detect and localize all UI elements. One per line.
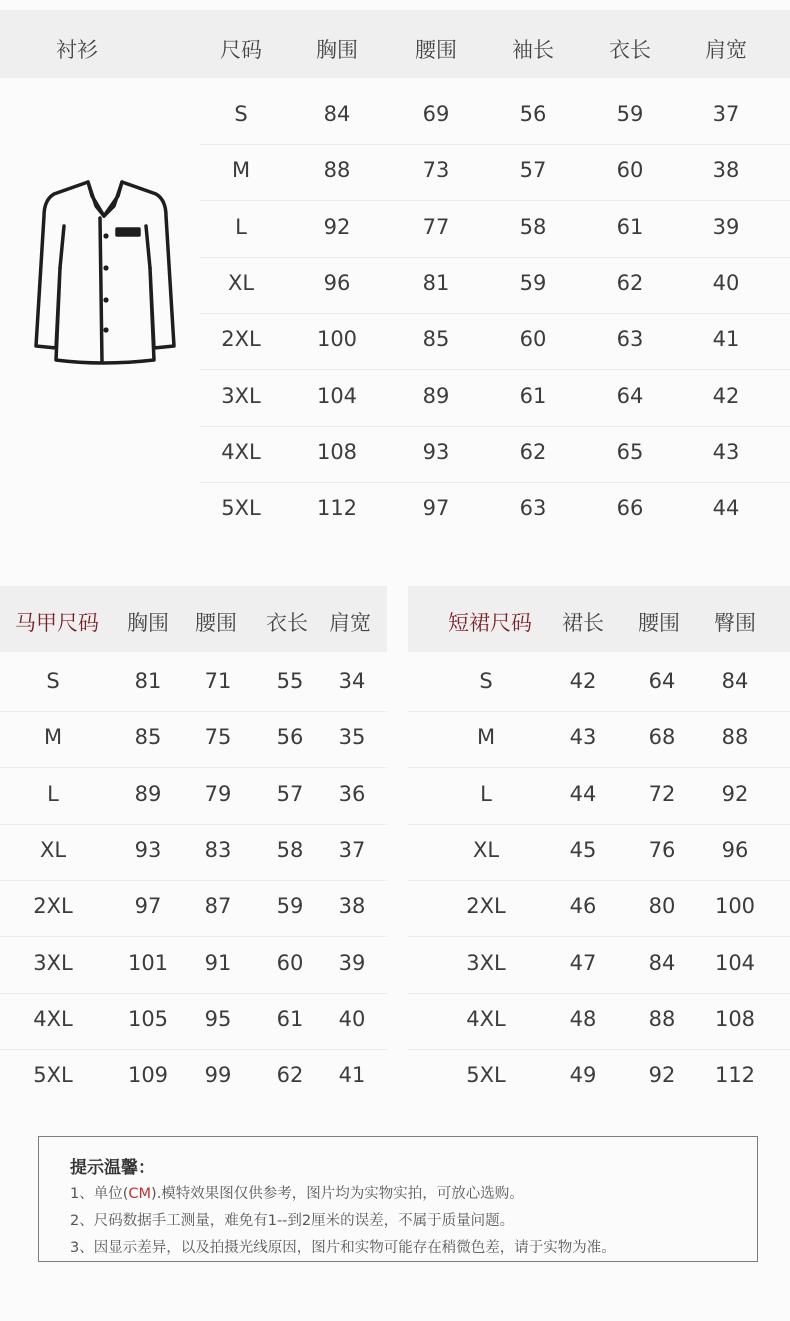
vest-table-title: 马甲尺码 xyxy=(15,611,99,635)
vest-cell-length: 56 xyxy=(276,725,304,750)
skirt-cell-size: 3XL xyxy=(466,950,506,975)
vest-row-divider xyxy=(0,880,387,881)
vest-cell-length: 62 xyxy=(276,1063,304,1088)
vest-cell-length: 60 xyxy=(276,950,304,975)
shirt-cell-chest: 112 xyxy=(316,496,358,521)
vest-cell-size: 3XL xyxy=(33,950,73,975)
skirt-row-divider xyxy=(408,936,790,937)
vest-cell-shoulder: 36 xyxy=(338,781,366,806)
shirt-cell-chest: 100 xyxy=(316,327,358,352)
vest-row-divider xyxy=(0,767,387,768)
skirt-cell-size: 2XL xyxy=(466,894,506,919)
skirt-cell-hip: 108 xyxy=(714,1006,756,1031)
note-line-1 xyxy=(70,1182,524,1203)
shirt-cell-sleeve: 63 xyxy=(519,496,547,521)
notes-title: 提示温馨： xyxy=(70,1158,155,1178)
shirt-cell-sleeve: 60 xyxy=(519,327,547,352)
vest-cell-size: 4XL xyxy=(33,1006,73,1031)
vest-cell-waist: 83 xyxy=(204,837,232,862)
shirt-row-divider xyxy=(200,257,790,258)
skirt-cell-hip: 88 xyxy=(721,725,749,750)
shirt-cell-waist: 97 xyxy=(422,496,450,521)
shirt-cell-length: 65 xyxy=(616,439,644,464)
vest-row-divider xyxy=(0,936,387,937)
skirt-cell-size: 4XL xyxy=(466,1006,506,1031)
shirt-cell-chest: 108 xyxy=(316,439,358,464)
skirt-row-divider xyxy=(408,1049,790,1050)
shirt-cell-shoulder: 37 xyxy=(712,102,740,126)
skirt-cell-waist: 92 xyxy=(648,1063,676,1088)
vest-cell-shoulder: 38 xyxy=(338,894,366,919)
vest-cell-size: 5XL xyxy=(33,1063,73,1088)
vest-cell-chest: 105 xyxy=(127,1006,169,1031)
skirt-cell-skirt-length: 45 xyxy=(569,837,597,862)
vest-row-divider xyxy=(0,824,387,825)
vest-row-divider xyxy=(0,993,387,994)
vest-cell-waist: 95 xyxy=(204,1006,232,1031)
shirt-cell-sleeve: 62 xyxy=(519,439,547,464)
vest-cell-shoulder: 41 xyxy=(338,1063,366,1088)
shirt-cell-sleeve: 59 xyxy=(519,270,547,295)
vest-cell-shoulder: 35 xyxy=(338,725,366,750)
skirt-cell-hip: 112 xyxy=(714,1063,756,1088)
shirt-cell-waist: 69 xyxy=(422,102,450,126)
skirt-header-skirt-length: 裙长 xyxy=(562,611,604,635)
shirt-cell-length: 61 xyxy=(616,214,644,239)
skirt-cell-skirt-length: 47 xyxy=(569,950,597,975)
vest-cell-size: S xyxy=(46,669,60,693)
vest-header-waist: 腰围 xyxy=(195,611,237,635)
skirt-cell-hip: 100 xyxy=(714,894,756,919)
shirt-cell-chest: 96 xyxy=(323,270,351,295)
shirt-header-shoulder: 肩宽 xyxy=(705,38,747,62)
skirt-cell-skirt-length: 44 xyxy=(569,781,597,806)
shirt-cell-sleeve: 58 xyxy=(519,214,547,239)
skirt-cell-skirt-length: 42 xyxy=(569,669,597,693)
skirt-cell-skirt-length: 49 xyxy=(569,1063,597,1088)
shirt-cell-size: 2XL xyxy=(221,327,261,352)
vest-cell-chest: 109 xyxy=(127,1063,169,1088)
skirt-header-hip: 臀围 xyxy=(714,611,756,635)
vest-cell-size: M xyxy=(43,725,63,750)
shirt-cell-length: 63 xyxy=(616,327,644,352)
shirt-cell-waist: 85 xyxy=(422,327,450,352)
vest-cell-size: XL xyxy=(39,837,67,862)
shirt-row-divider xyxy=(200,200,790,201)
shirt-cell-shoulder: 42 xyxy=(712,383,740,408)
shirt-row-divider xyxy=(200,426,790,427)
shirt-header-chest: 胸围 xyxy=(316,38,358,62)
shirt-cell-size: 5XL xyxy=(221,496,261,521)
skirt-table-title: 短裙尺码 xyxy=(448,611,532,635)
vest-cell-length: 61 xyxy=(276,1006,304,1031)
skirt-cell-waist: 64 xyxy=(648,669,676,693)
shirt-cell-shoulder: 39 xyxy=(712,214,740,239)
shirt-cell-length: 64 xyxy=(616,383,644,408)
vest-cell-length: 57 xyxy=(276,781,304,806)
skirt-cell-size: XL xyxy=(472,837,500,862)
skirt-cell-waist: 84 xyxy=(648,950,676,975)
shirt-table-header xyxy=(0,10,790,78)
skirt-cell-hip: 84 xyxy=(721,669,749,693)
vest-row-divider xyxy=(0,1049,387,1050)
vest-cell-shoulder: 34 xyxy=(338,669,366,693)
vest-cell-waist: 75 xyxy=(204,725,232,750)
skirt-cell-size: 5XL xyxy=(466,1063,506,1088)
shirt-header-size: 尺码 xyxy=(220,38,262,62)
shirt-cell-shoulder: 44 xyxy=(712,496,740,521)
skirt-row-divider xyxy=(408,767,790,768)
vest-cell-shoulder: 39 xyxy=(338,950,366,975)
shirt-cell-waist: 93 xyxy=(422,439,450,464)
vest-cell-shoulder: 37 xyxy=(338,837,366,862)
shirt-cell-sleeve: 56 xyxy=(519,102,547,126)
note-line-1-suffix: ).模特效果图仅供参考，图片均为实物实拍，可放心选购。 xyxy=(151,1186,524,1202)
vest-cell-size: 2XL xyxy=(33,894,73,919)
shirt-cell-length: 60 xyxy=(616,158,644,183)
vest-cell-waist: 99 xyxy=(204,1063,232,1088)
vest-header-shoulder: 肩宽 xyxy=(329,611,371,635)
shirt-cell-size: M xyxy=(231,158,251,183)
vest-cell-chest: 81 xyxy=(134,669,162,693)
skirt-cell-skirt-length: 43 xyxy=(569,725,597,750)
skirt-cell-waist: 68 xyxy=(648,725,676,750)
shirt-cell-chest: 104 xyxy=(316,383,358,408)
vest-cell-length: 55 xyxy=(276,669,304,693)
shirt-row-divider xyxy=(200,369,790,370)
shirt-cell-size: L xyxy=(235,214,247,239)
shirt-cell-chest: 88 xyxy=(323,158,351,183)
shirt-cell-length: 59 xyxy=(616,102,644,126)
vest-cell-waist: 87 xyxy=(204,894,232,919)
shirt-row-divider xyxy=(200,144,790,145)
skirt-row-divider xyxy=(408,993,790,994)
vest-cell-waist: 79 xyxy=(204,781,232,806)
vest-row-divider xyxy=(0,711,387,712)
vest-cell-size: L xyxy=(47,781,59,806)
skirt-cell-hip: 96 xyxy=(721,837,749,862)
skirt-cell-waist: 76 xyxy=(648,837,676,862)
skirt-row-divider xyxy=(408,711,790,712)
shirt-cell-chest: 92 xyxy=(323,214,351,239)
note-line-1-prefix: 1、单位( xyxy=(70,1186,129,1202)
skirt-cell-waist: 72 xyxy=(648,781,676,806)
vest-cell-chest: 97 xyxy=(134,894,162,919)
shirt-cell-sleeve: 57 xyxy=(519,158,547,183)
shirt-cell-waist: 73 xyxy=(422,158,450,183)
vest-cell-chest: 93 xyxy=(134,837,162,862)
shirt-cell-shoulder: 43 xyxy=(712,439,740,464)
shirt-cell-waist: 81 xyxy=(422,270,450,295)
skirt-cell-size: S xyxy=(479,669,493,693)
shirt-header-sleeve: 袖长 xyxy=(512,38,554,62)
vest-header-chest: 胸围 xyxy=(127,611,169,635)
vest-cell-chest: 101 xyxy=(127,950,169,975)
shirt-cell-shoulder: 41 xyxy=(712,327,740,352)
shirt-cell-length: 66 xyxy=(616,496,644,521)
vest-cell-length: 58 xyxy=(276,837,304,862)
shirt-row-divider xyxy=(200,313,790,314)
vest-cell-waist: 71 xyxy=(204,669,232,693)
shirt-cell-sleeve: 61 xyxy=(519,383,547,408)
skirt-cell-hip: 104 xyxy=(714,950,756,975)
vest-cell-length: 59 xyxy=(276,894,304,919)
shirt-cell-size: 4XL xyxy=(221,439,261,464)
shirt-cell-shoulder: 40 xyxy=(712,270,740,295)
shirt-cell-waist: 77 xyxy=(422,214,450,239)
skirt-cell-waist: 80 xyxy=(648,894,676,919)
shirt-cell-chest: 84 xyxy=(323,102,351,126)
note-unit: CM xyxy=(128,1186,152,1202)
shirt-cell-shoulder: 38 xyxy=(712,158,740,183)
skirt-cell-skirt-length: 46 xyxy=(569,894,597,919)
note-line-2: 2、尺码数据手工测量，难免有1--到2厘米的误差，不属于质量问题。 xyxy=(70,1213,515,1229)
note-line-3: 3、因显示差异，以及拍摄光线原因，图片和实物可能存在稍微色差，请于实物为准。 xyxy=(70,1240,616,1256)
vest-cell-chest: 85 xyxy=(134,725,162,750)
shirt-cell-length: 62 xyxy=(616,270,644,295)
skirt-cell-size: L xyxy=(480,781,492,806)
skirt-cell-skirt-length: 48 xyxy=(569,1006,597,1031)
shirt-row-divider xyxy=(200,482,790,483)
skirt-row-divider xyxy=(408,880,790,881)
skirt-row-divider xyxy=(408,824,790,825)
skirt-header-waist: 腰围 xyxy=(638,611,680,635)
skirt-cell-waist: 88 xyxy=(648,1006,676,1031)
shirt-cell-size: XL xyxy=(227,270,255,295)
shirt-header-waist: 腰围 xyxy=(415,38,457,62)
vest-cell-chest: 89 xyxy=(134,781,162,806)
shirt-cell-size: S xyxy=(234,102,248,126)
shirt-header-length: 衣长 xyxy=(609,38,651,62)
shirt-cell-waist: 89 xyxy=(422,383,450,408)
vest-cell-shoulder: 40 xyxy=(338,1006,366,1031)
skirt-cell-hip: 92 xyxy=(721,781,749,806)
skirt-cell-size: M xyxy=(476,725,496,750)
vest-cell-waist: 91 xyxy=(204,950,232,975)
vest-header-length: 衣长 xyxy=(266,611,308,635)
shirt-outline-icon xyxy=(30,176,180,366)
shirt-table-title: 衬衫 xyxy=(56,38,98,62)
shirt-cell-size: 3XL xyxy=(221,383,261,408)
